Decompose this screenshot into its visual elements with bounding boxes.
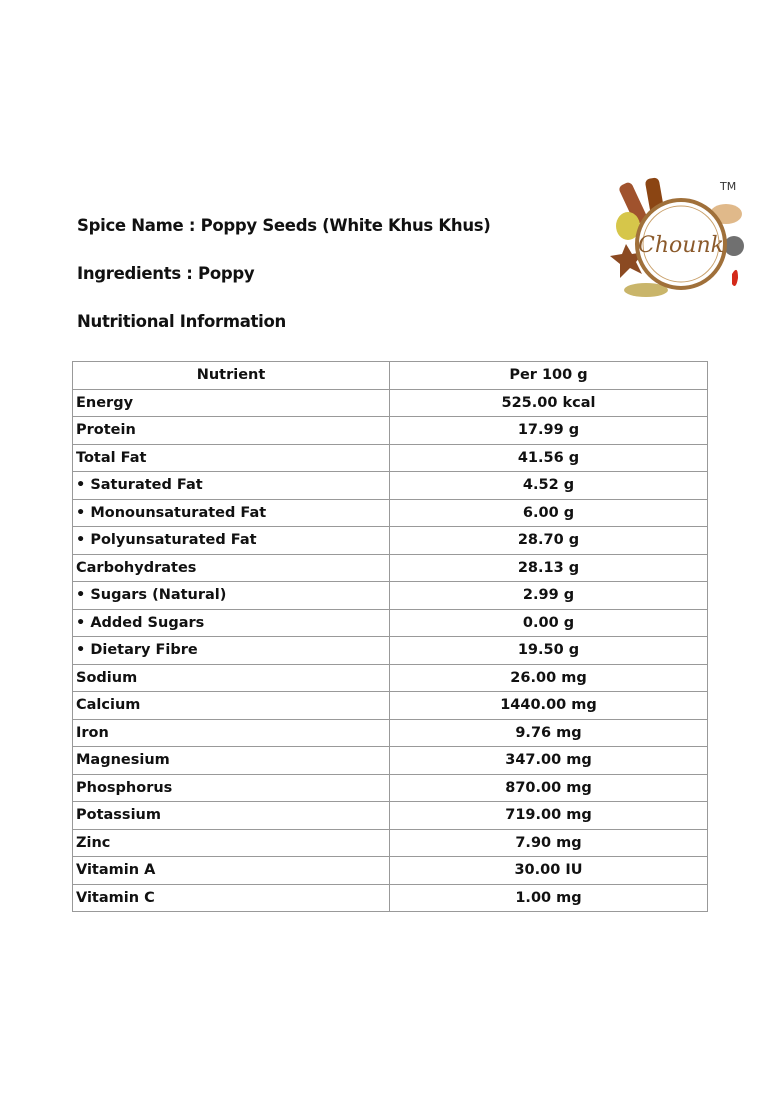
nutrient-value: 9.76 mg [390,719,708,747]
nutrient-name: Carbohydrates [73,554,390,582]
nutrient-value: 28.70 g [390,527,708,555]
ingredients: Ingredients : Poppy [77,264,255,283]
nutrient-value: 6.00 g [390,499,708,527]
table-row [73,609,708,637]
nutrient-value: 19.50 g [390,637,708,665]
table-row [73,747,708,775]
table-row [73,802,708,830]
table-row [73,417,708,445]
table-row [73,554,708,582]
table-row [73,884,708,912]
nutrient-name: • Monounsaturated Fat [73,499,390,527]
nutrient-value: 719.00 mg [390,802,708,830]
nutrient-name: Total Fat [73,444,390,472]
header-nutrient: Nutrient [73,362,390,390]
svg-text:TM: TM [720,180,737,193]
table-row [73,692,708,720]
table-row [73,527,708,555]
nutrition-table [72,361,708,912]
nutrient-value: 41.56 g [390,444,708,472]
nutrient-name: Potassium [73,802,390,830]
nutrient-name: Vitamin C [73,884,390,912]
nutrient-name: • Polyunsaturated Fat [73,527,390,555]
header-per-100g: Per 100 g [390,362,708,390]
table-row [73,857,708,885]
table-row [73,389,708,417]
nutrient-value: 2.99 g [390,582,708,610]
nutrient-name: Energy [73,389,390,417]
nutrient-name: Phosphorus [73,774,390,802]
nutrient-name: • Sugars (Natural) [73,582,390,610]
nutrient-name: • Saturated Fat [73,472,390,500]
nutrient-name: • Added Sugars [73,609,390,637]
nutrient-value: 870.00 mg [390,774,708,802]
table-header-row [73,362,708,390]
nutrient-value: 0.00 g [390,609,708,637]
table-row [73,472,708,500]
nutrient-value: 347.00 mg [390,747,708,775]
nutrient-name: Calcium [73,692,390,720]
table-row [73,582,708,610]
nutrient-value: 4.52 g [390,472,708,500]
nutrient-value: 30.00 IU [390,857,708,885]
table-row [73,499,708,527]
svg-text:Chounk: Chounk [638,233,724,258]
nutrient-value: 525.00 kcal [390,389,708,417]
nutrient-name: Zinc [73,829,390,857]
nutrient-value: 1.00 mg [390,884,708,912]
table-row [73,829,708,857]
spice-name: Spice Name : Poppy Seeds (White Khus Khus) [77,216,491,235]
nutrient-value: 1440.00 mg [390,692,708,720]
brand-logo [606,174,756,308]
section-title: Nutritional Information [77,312,286,331]
nutrient-value: 7.90 mg [390,829,708,857]
nutrient-name: Sodium [73,664,390,692]
table-row [73,664,708,692]
nutrient-value: 26.00 mg [390,664,708,692]
nutrient-name: Iron [73,719,390,747]
nutrient-name: Vitamin A [73,857,390,885]
table-row [73,637,708,665]
table-row [73,444,708,472]
nutrient-name: Protein [73,417,390,445]
nutrient-name: Magnesium [73,747,390,775]
nutrient-value: 28.13 g [390,554,708,582]
nutrient-value: 17.99 g [390,417,708,445]
table-row [73,774,708,802]
table-row [73,719,708,747]
nutrient-name: • Dietary Fibre [73,637,390,665]
